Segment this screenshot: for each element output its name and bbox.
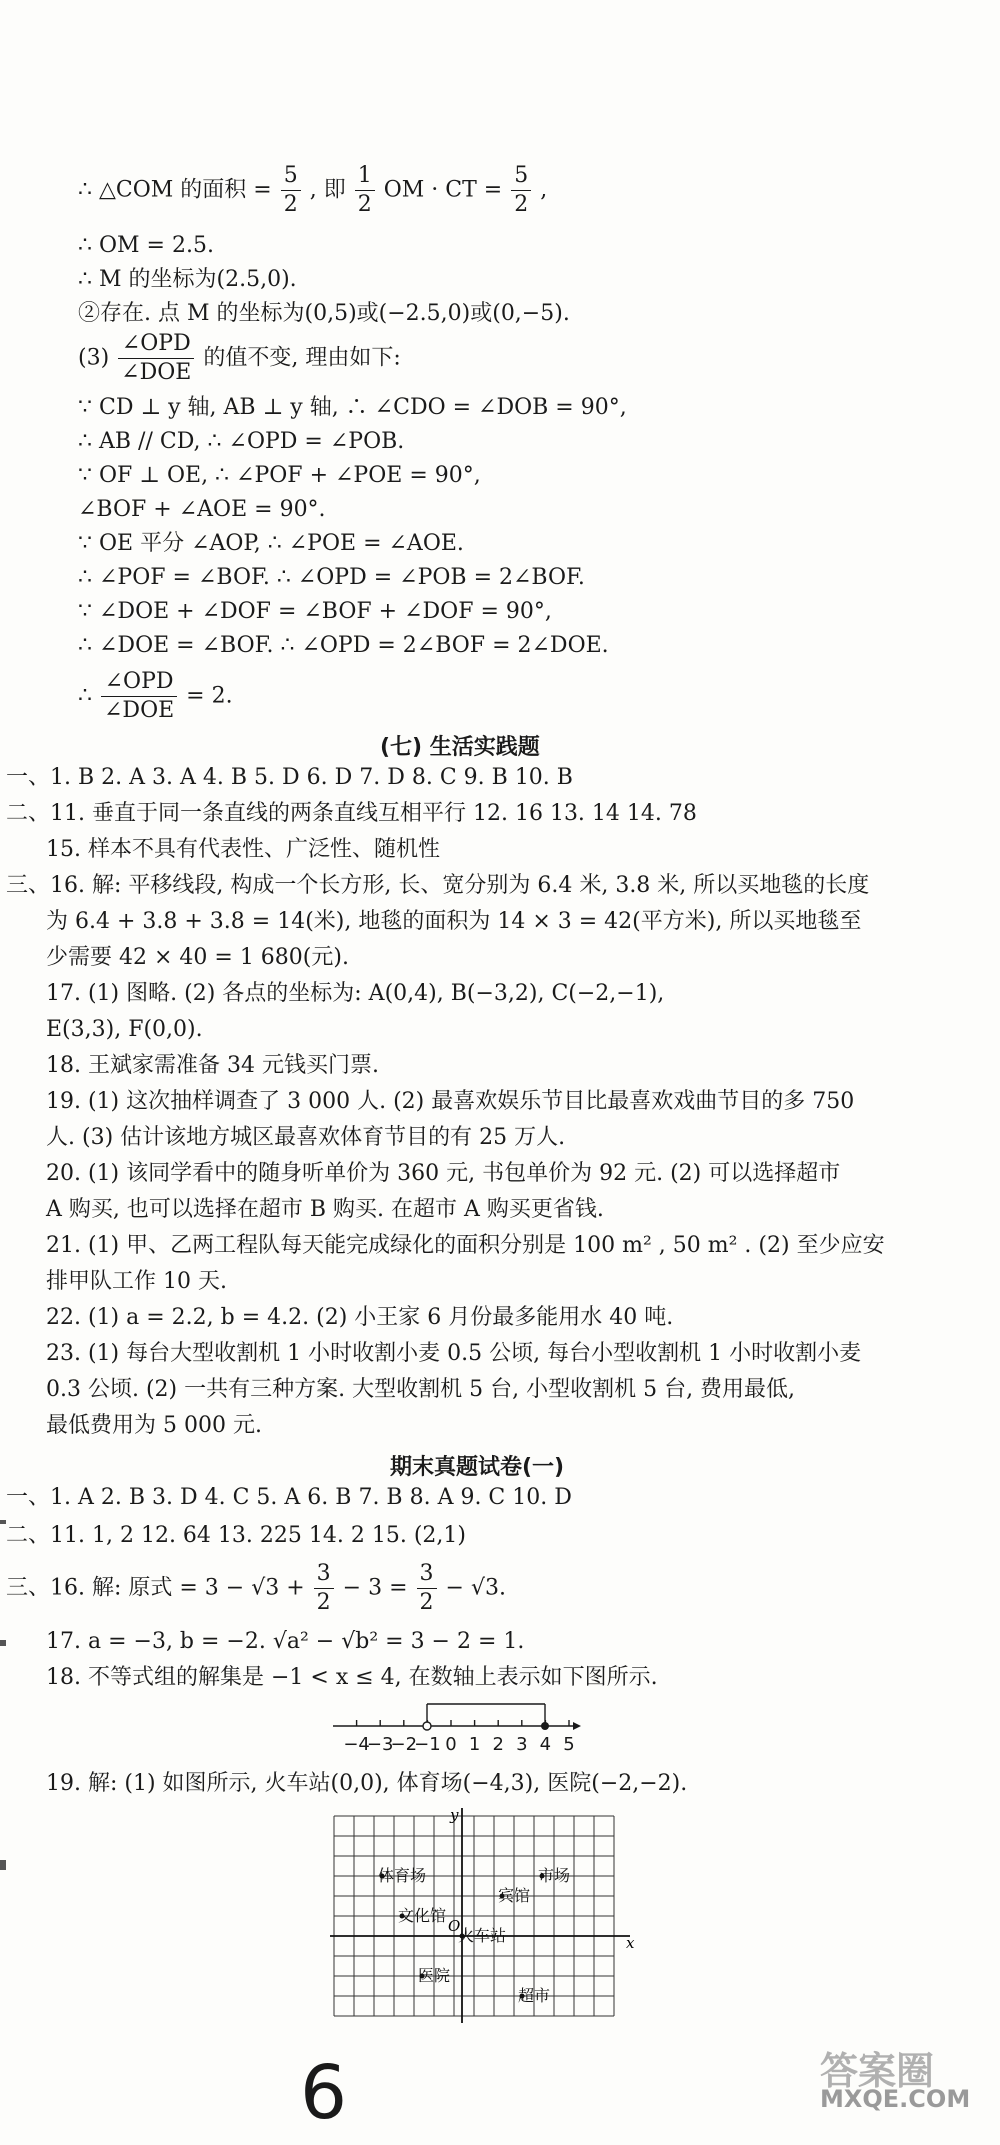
answer-line: 15. 样本不具有代表性、广泛性、随机性 xyxy=(46,837,440,862)
page-number: 6 xyxy=(300,2050,348,2136)
x-axis-label: x xyxy=(626,1934,635,1952)
fraction: ∠OPD ∠DOE xyxy=(118,330,194,387)
answer-line: ∵ OE 平分 ∠AOP, ∴ ∠POE = ∠AOE. xyxy=(78,531,464,556)
place-label: 文化馆 xyxy=(398,1906,447,1925)
answer-line: 一、1. B 2. A 3. A 4. B 5. D 6. D 7. D 8. C 9. B 10. B xyxy=(6,765,573,790)
answer-line: 21. (1) 甲、乙两工程队每天能完成绿化的面积分别是 100 m² , 50 m² . (2) 至少应安 xyxy=(46,1233,885,1258)
place-label: 医院 xyxy=(418,1966,451,1985)
answer-line: 人. (3) 估计该地方城区最喜欢体育节目的有 25 万人. xyxy=(46,1125,566,1150)
answer-line: 二、11. 垂直于同一条直线的两条直线互相平行 12. 16 13. 14 14. 78 xyxy=(6,801,697,826)
solid-point xyxy=(541,1722,549,1730)
tick-label: 5 xyxy=(563,1734,575,1755)
fraction: $\frac{3}{2}$ xyxy=(417,1560,437,1617)
answer-line: ∵ OF ⊥ OE, ∴ ∠POF + ∠POE = 90°, xyxy=(78,463,481,488)
answer-line: ∴ ∠POF = ∠BOF. ∴ ∠OPD = ∠POB = 2∠BOF. xyxy=(78,565,585,590)
answer-line: 为 6.4 + 3.8 + 3.8 = 14(米), 地毯的面积为 14 × 3 = 42(平方米), 所以买地毯至 xyxy=(46,909,862,934)
answer-line: 最低费用为 5 000 元. xyxy=(46,1413,262,1438)
tick-label: 0 xyxy=(445,1734,457,1755)
tick-label: 1 xyxy=(468,1734,481,1755)
watermark: MXQE.COM xyxy=(820,2085,971,2113)
coordinate-grid-diagram xyxy=(330,1808,640,2028)
answer-line: 18. 王斌家需准备 34 元钱买门票. xyxy=(46,1053,379,1078)
fraction: $\frac{5}{2}$ xyxy=(281,162,301,219)
place-label: 超市 xyxy=(518,1986,551,2005)
answer-line: ∴ AB // CD, ∴ ∠OPD = ∠POB. xyxy=(78,429,405,454)
fraction: $\frac{5}{2}$ xyxy=(511,162,531,219)
answer-line: 17. a = −3, b = −2. √a² − √b² = 3 − 2 = 1. xyxy=(46,1629,525,1654)
answer-line: 20. (1) 该同学看中的随身听单价为 360 元, 书包单价为 92 元. (2) 可以选择超市 xyxy=(46,1161,841,1186)
answer-line: ∴ ∠DOE = ∠BOF. ∴ ∠OPD = 2∠BOF = 2∠DOE. xyxy=(78,633,609,658)
y-axis-label: y xyxy=(450,1808,459,1824)
tick-label: −1 xyxy=(414,1734,441,1755)
answer-line: 22. (1) a = 2.2, b = 4.2. (2) 小王家 6 月份最多能用水 40 吨. xyxy=(46,1305,674,1330)
place-label: 宾馆 xyxy=(498,1886,531,1905)
binding-edge xyxy=(0,1640,6,1646)
answer-line: ∠BOF + ∠AOE = 90°. xyxy=(78,497,326,522)
tick-label: 3 xyxy=(516,1734,528,1755)
answer-line: 排甲队工作 10 天. xyxy=(46,1269,227,1294)
tick-label: 2 xyxy=(492,1734,504,1755)
answer-line: ∵ CD ⊥ y 轴, AB ⊥ y 轴, ∴ ∠CDO = ∠DOB = 90°, xyxy=(78,395,627,420)
fraction: ∠OPD ∠DOE xyxy=(101,668,177,725)
section-title: (七) 生活实践题 xyxy=(380,735,540,760)
origin-label: O xyxy=(448,1917,461,1935)
watermark-logo: 答案圈 xyxy=(820,2049,935,2093)
answer-line: 18. 不等式组的解集是 −1 < x ≤ 4, 在数轴上表示如下图所示. xyxy=(46,1665,658,1690)
answer-line: 二、11. 1, 2 12. 64 13. 225 14. 2 15. (2,1) xyxy=(6,1523,466,1548)
answer-line: (3) ∠OPD ∠DOE 的值不变, 理由如下: xyxy=(78,331,401,385)
fraction: $\frac{3}{2}$ xyxy=(314,1560,334,1617)
answer-line: 一、1. A 2. B 3. D 4. C 5. A 6. B 7. B 8. A 9. C 10. D xyxy=(6,1485,572,1510)
place-label: 体育场 xyxy=(378,1866,427,1885)
tick-label: −4 xyxy=(343,1734,370,1755)
answer-line: 三、16. 解: 平移线段, 构成一个长方形, 长、宽分别为 6.4 米, 3.8 米, 所以买地毯的长度 xyxy=(6,873,870,898)
tick-label: 4 xyxy=(539,1734,552,1755)
answer-line: 19. (1) 这次抽样调查了 3 000 人. (2) 最喜欢娱乐节目比最喜欢戏曲节目的多 750 xyxy=(46,1089,855,1114)
answer-line: E(3,3), F(0,0). xyxy=(46,1017,203,1042)
tick-label: −2 xyxy=(390,1734,418,1755)
fraction: $\frac{1}{2}$ xyxy=(355,162,375,219)
answer-line: 少需要 42 × 40 = 1 680(元). xyxy=(46,945,349,970)
binding-edge xyxy=(0,1860,6,1870)
answer-line: ∵ ∠DOE + ∠DOF = ∠BOF + ∠DOF = 90°, xyxy=(78,599,552,624)
answer-line: ∴ M 的坐标为(2.5,0). xyxy=(78,267,297,292)
answer-line: A 购买, 也可以选择在超市 B 购买. 在超市 A 购买更省钱. xyxy=(46,1197,604,1222)
number-line-diagram xyxy=(325,1694,585,1762)
answer-line: ∴ OM = 2.5. xyxy=(78,233,214,258)
answer-line: 0.3 公顷. (2) 一共有三种方案. 大型收割机 5 台, 小型收割机 5 台, 费用最低, xyxy=(46,1377,796,1402)
place-label: 市场 xyxy=(538,1866,571,1885)
answer-line: 17. (1) 图略. (2) 各点的坐标为: A(0,4), B(−3,2), C(−2,−1), xyxy=(46,981,665,1006)
place-label: 火车站 xyxy=(458,1926,507,1945)
answer-line: 23. (1) 每台大型收割机 1 小时收割小麦 0.5 公顷, 每台小型收割机 1 小时收割小麦 xyxy=(46,1341,862,1366)
answer-line: 19. 解: (1) 如图所示, 火车站(0,0), 体育场(−4,3), 医院(−2,−2). xyxy=(46,1771,688,1796)
answer-line: ∴ ∠OPD ∠DOE = 2. xyxy=(78,669,233,723)
binding-edge xyxy=(0,1520,6,1524)
answer-line: 三、16. 解: 原式 = 3 − √3 + $\frac{3}{2}$ − 3 = $\frac{3}{2}$ − √3. xyxy=(6,1561,506,1615)
section-title: 期末真题试卷(一) xyxy=(390,1455,565,1480)
answer-line: ②存在. 点 M 的坐标为(0,5)或(−2.5,0)或(0,−5). xyxy=(78,301,570,326)
tick-label: −3 xyxy=(366,1734,394,1755)
open-point xyxy=(423,1722,431,1730)
answer-line: ∴ △COM 的面积 = $\frac{5}{2}$ , 即 $\frac{1}{2}$ OM · CT = $\frac{5}{2}$ , xyxy=(78,163,548,217)
